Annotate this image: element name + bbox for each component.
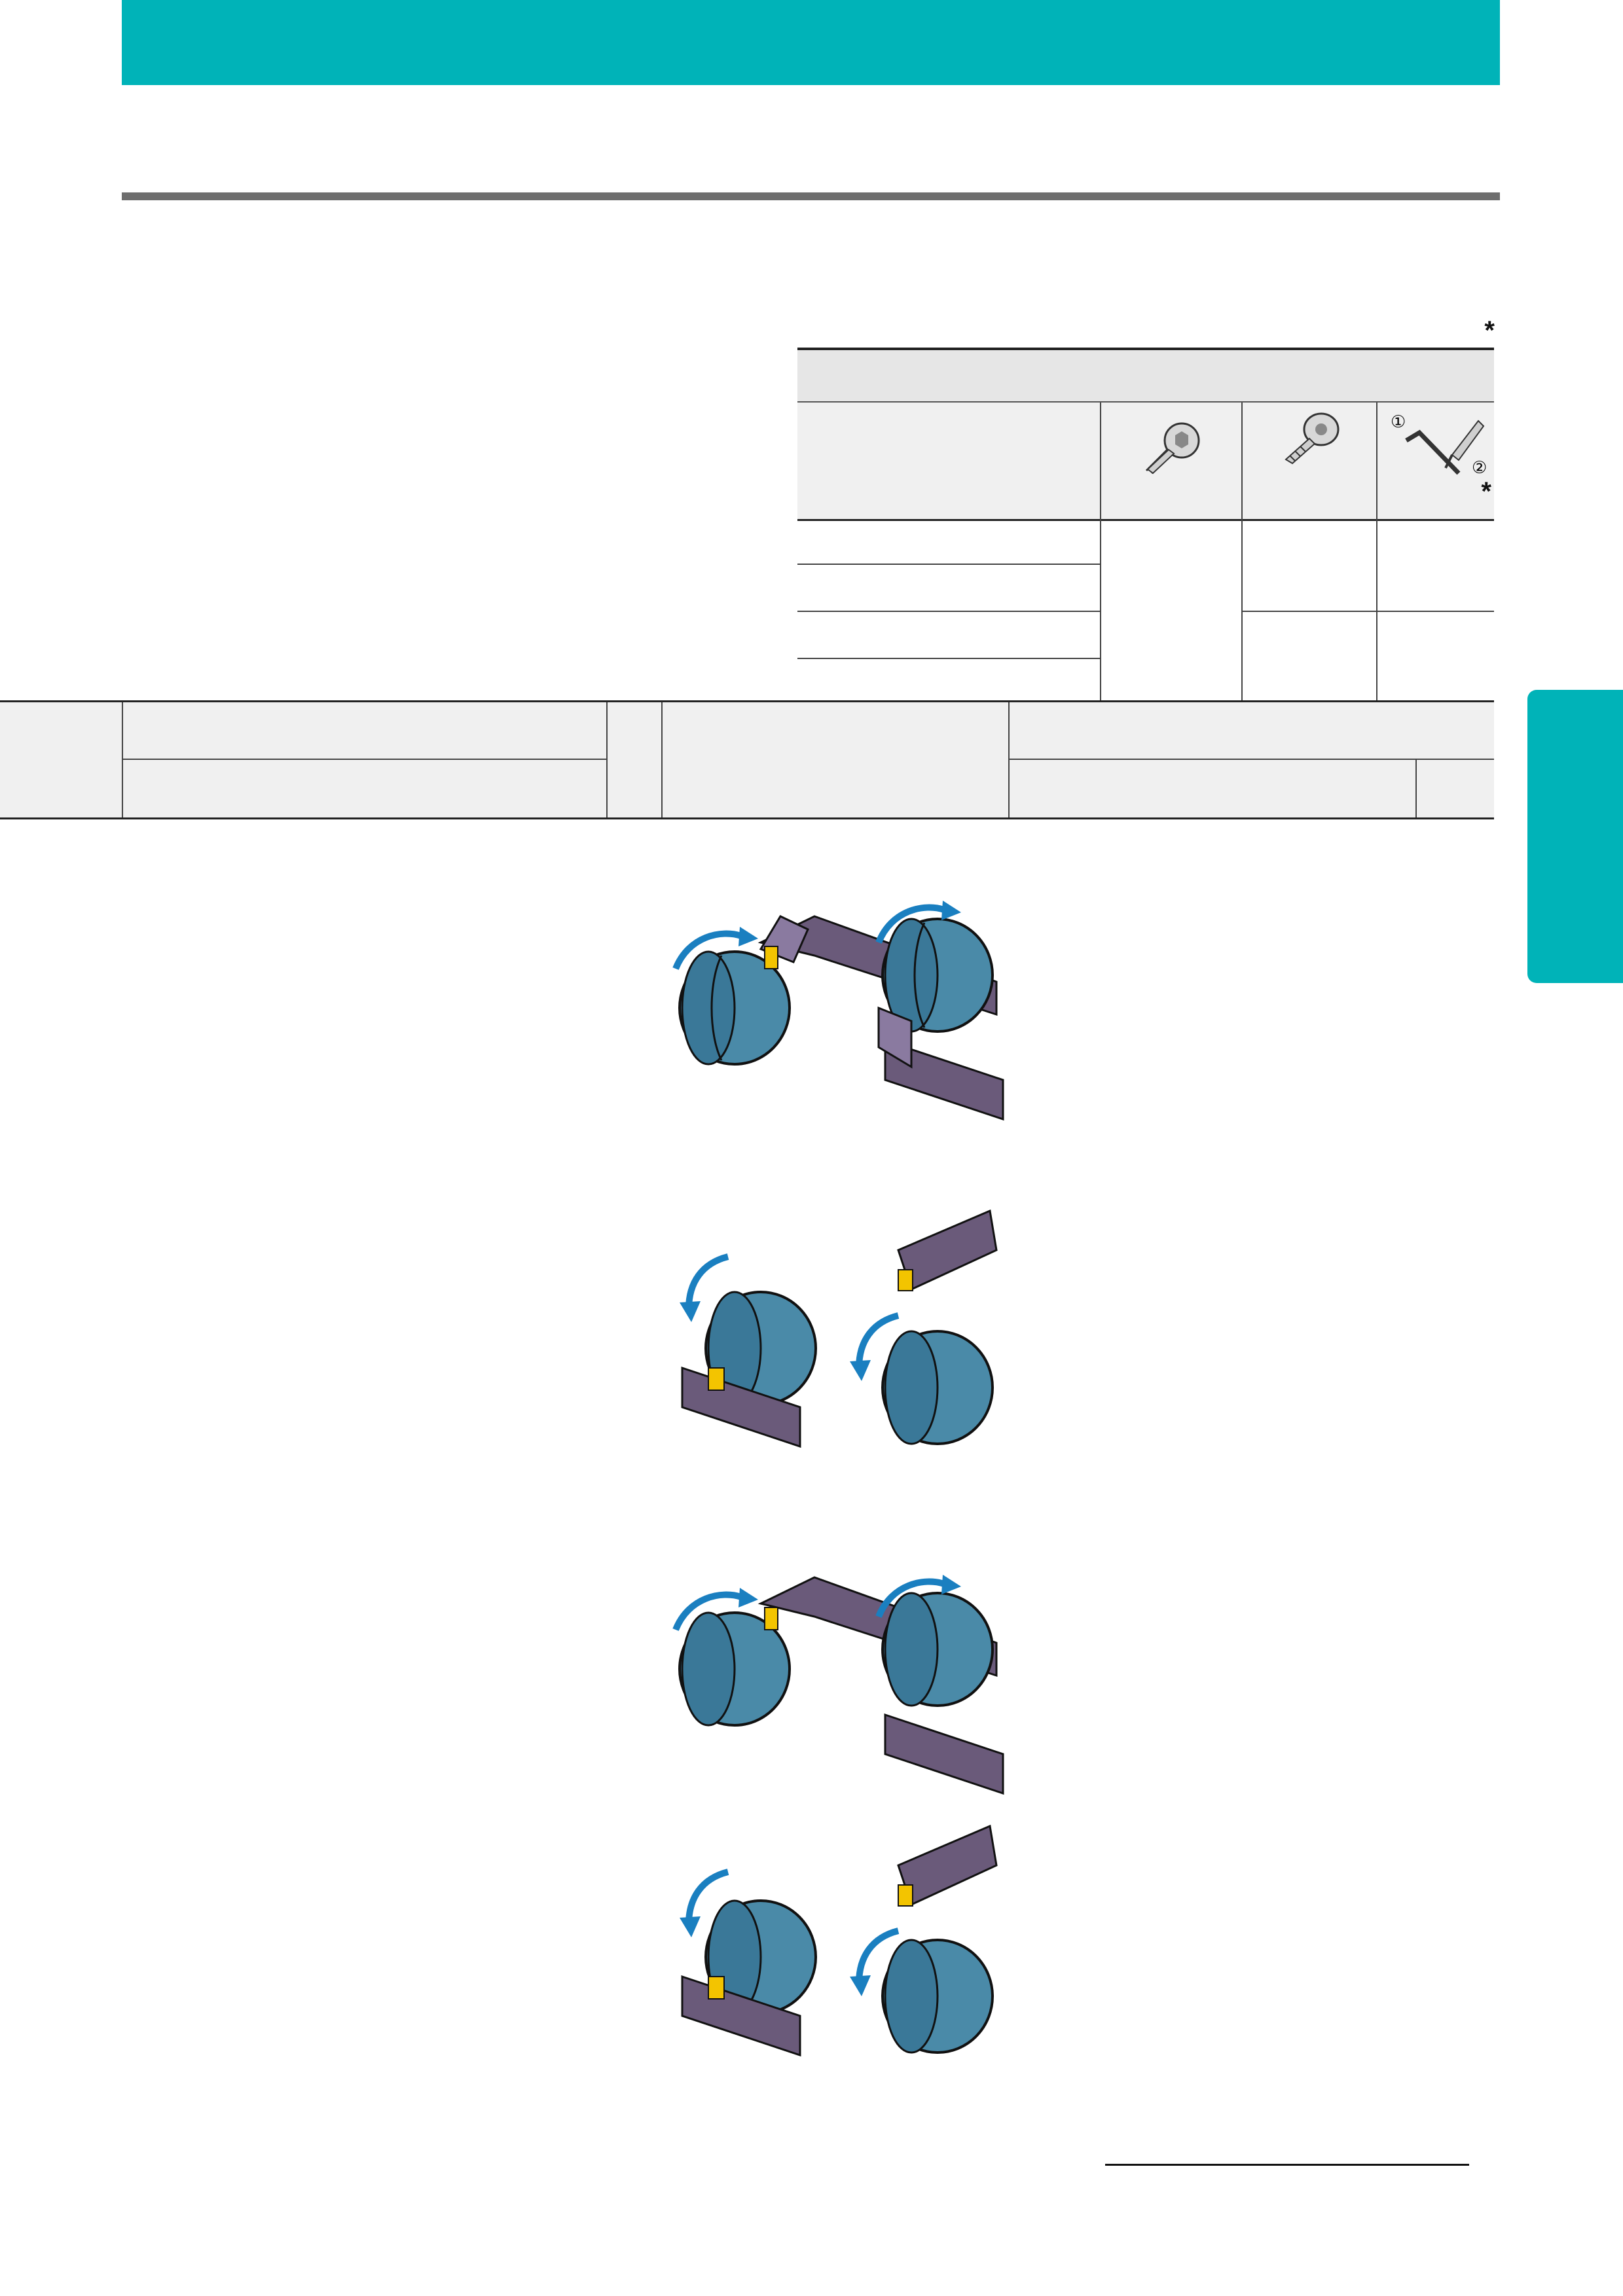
key-header: * bbox=[1481, 477, 1491, 506]
dims-header bbox=[122, 702, 606, 759]
insert-screw-qty bbox=[1282, 464, 1376, 484]
insert-screw-value-1 bbox=[1243, 518, 1376, 611]
spare-parts-header bbox=[797, 401, 1494, 521]
insert-header bbox=[1010, 702, 1494, 759]
spare-parts-body bbox=[797, 518, 1494, 704]
main-table-header bbox=[0, 700, 1494, 819]
insert-screw-value-2 bbox=[1243, 612, 1376, 704]
holder-row bbox=[797, 518, 1100, 564]
clamp-screw-value bbox=[1101, 557, 1241, 655]
cutting-illustration-3 bbox=[663, 1525, 1008, 1813]
svg-text:②: ② bbox=[1472, 458, 1487, 478]
geom-header bbox=[1010, 760, 1415, 817]
footer-links bbox=[1105, 2164, 1469, 2263]
cutting-illustration-1 bbox=[663, 818, 1008, 1169]
cond-header bbox=[663, 702, 1008, 817]
key-value-2 bbox=[1377, 612, 1494, 704]
top-color-bar bbox=[122, 0, 1500, 85]
spare-parts-title bbox=[797, 348, 1494, 404]
cutting-illustration-4 bbox=[663, 1820, 1008, 2108]
wrench-key-icon bbox=[1377, 405, 1494, 482]
holder-row bbox=[797, 565, 1100, 611]
insert-screw-header bbox=[1243, 486, 1376, 515]
key-value-1 bbox=[1377, 518, 1494, 611]
page-header bbox=[1417, 760, 1494, 817]
cutting-illustration-2 bbox=[663, 1172, 1008, 1518]
spare-parts-note: * bbox=[1484, 316, 1495, 345]
svg-text:①: ① bbox=[1391, 412, 1406, 432]
holder-col-header bbox=[797, 403, 1100, 519]
clamp-screw-icon bbox=[1101, 409, 1240, 481]
section-side-tab bbox=[1527, 690, 1623, 983]
header-divider bbox=[122, 192, 1500, 200]
insert-screw-icon bbox=[1243, 406, 1375, 465]
holder-row bbox=[797, 612, 1100, 658]
fig-header bbox=[608, 702, 661, 817]
holder-row bbox=[797, 659, 1100, 705]
clamp-screw-header bbox=[1101, 486, 1240, 515]
